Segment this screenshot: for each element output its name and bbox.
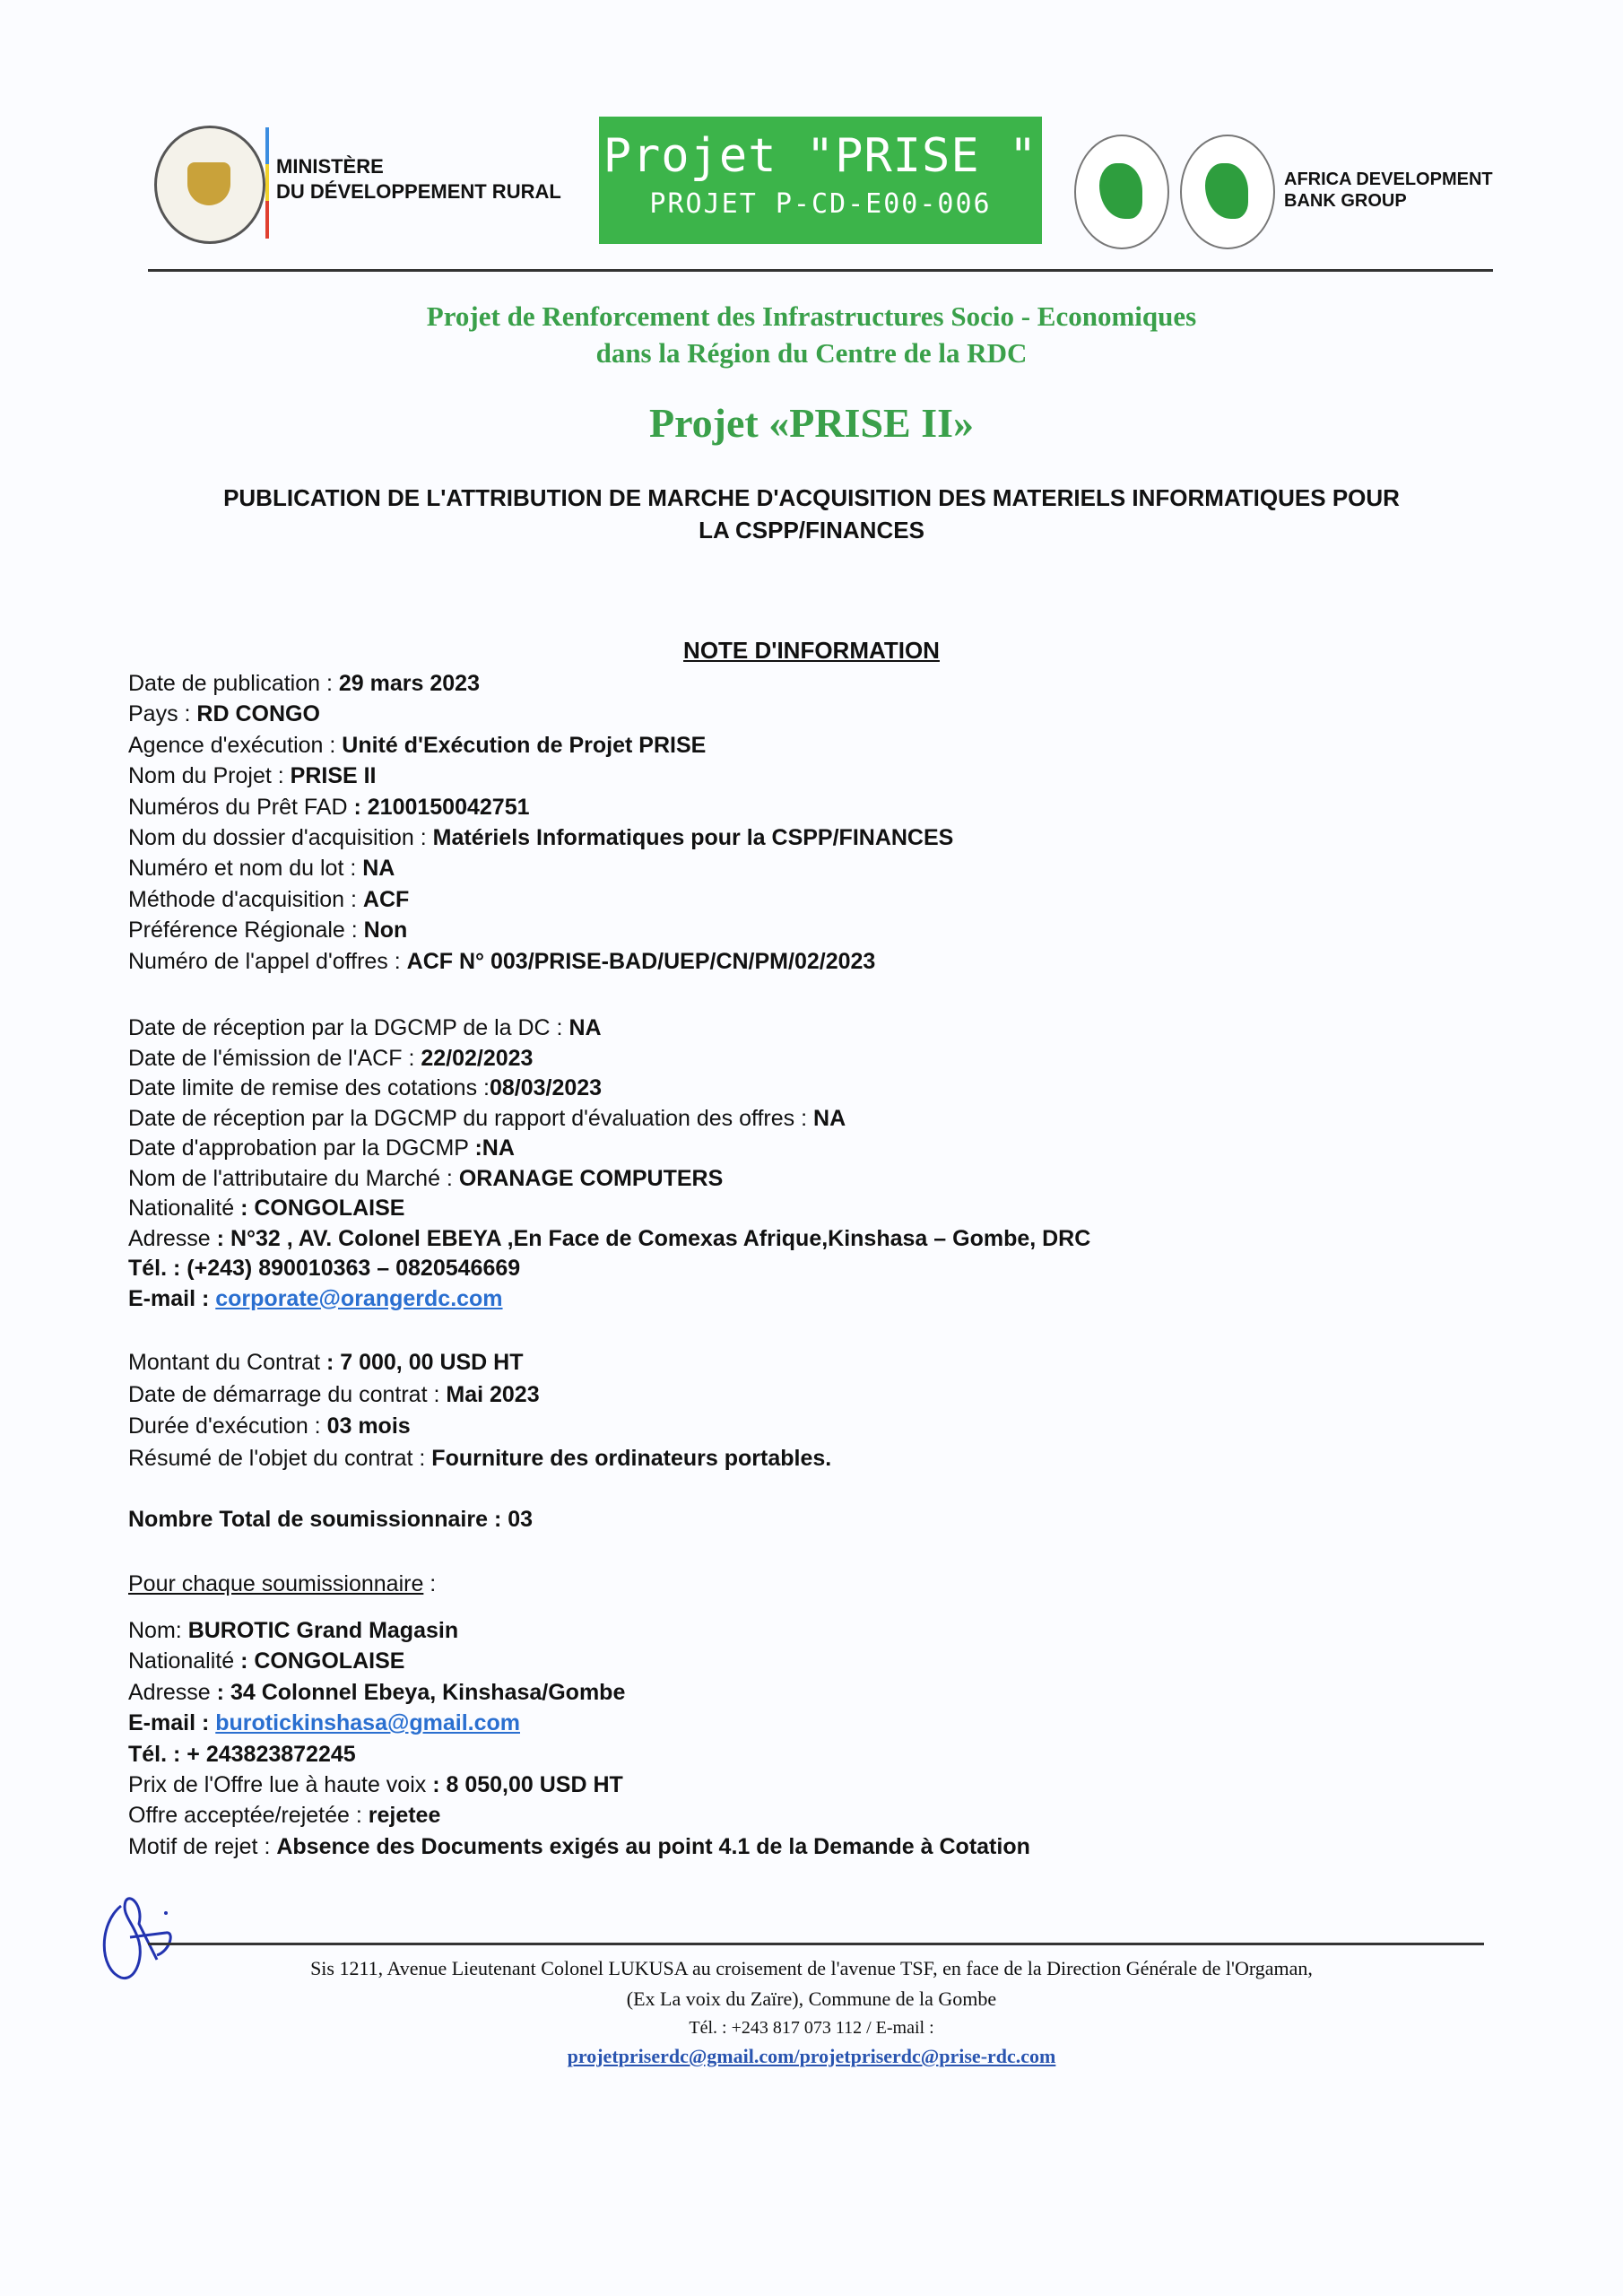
note-heading: NOTE D'INFORMATION	[683, 637, 940, 664]
field-label: Méthode d'acquisition :	[128, 886, 363, 912]
field-row	[128, 1615, 1030, 1646]
per-bidder-label: Pour chaque soumissionnaire	[128, 1571, 424, 1596]
field-row	[128, 915, 953, 945]
field-label: Préférence Régionale :	[128, 918, 364, 944]
field-label: Date de démarrage du contrat :	[128, 1381, 447, 1407]
field-label: Nom du dossier d'acquisition :	[128, 824, 433, 850]
field-row	[128, 822, 953, 853]
awardee-email-link[interactable]: corporate@orangerdc.com	[215, 1285, 503, 1311]
field-row	[128, 1347, 831, 1379]
field-value: NA	[362, 856, 395, 882]
per-bidder-colon: :	[423, 1571, 437, 1596]
field-label: Numéro de l'appel d'offres :	[128, 948, 407, 974]
adb-logo-icon	[1074, 135, 1169, 249]
field-value: : CONGOLAISE	[240, 1648, 405, 1674]
field-value: 03 mois	[326, 1413, 411, 1439]
field-row	[128, 1800, 1030, 1831]
field-row	[128, 1194, 1090, 1224]
field-label: Nationalité	[128, 1648, 241, 1674]
footer-email-link[interactable]: projetpriserdc@gmail.com/projetpriserdc@prise-rdc.com	[567, 2045, 1056, 2067]
footer-divider	[148, 1943, 1484, 1945]
project-full-name-line2: dans la Région du Centre de la RDC	[595, 337, 1028, 369]
awardee-details	[128, 1013, 1090, 1314]
field-label: Montant du Contrat	[128, 1350, 326, 1375]
field-value: : CONGOLAISE	[240, 1196, 405, 1221]
field-value: rejetee	[368, 1803, 441, 1829]
field-label: Adresse	[128, 1225, 217, 1251]
field-row	[128, 1104, 1090, 1135]
field-row	[128, 1164, 1090, 1195]
field-row	[128, 1044, 1090, 1074]
field-row	[128, 884, 953, 915]
field-label: Agence d'exécution :	[128, 732, 343, 758]
field-value: Absence des Documents exigés au point 4.1 de la Demande à Cotation	[276, 1833, 1030, 1859]
field-label: Date de réception par la DGCMP de la DC :	[128, 1015, 569, 1040]
footer-contact: Tél. : +243 817 073 112 / E-mail :	[689, 2018, 934, 2038]
field-row	[128, 1770, 1030, 1800]
ministry-name	[276, 154, 561, 204]
field-value: : 8 050,00 USD HT	[432, 1771, 623, 1797]
contract-details	[128, 1347, 831, 1475]
ministry-line1: MINISTÈRE	[276, 155, 384, 178]
field-row	[128, 1074, 1090, 1104]
field-label: Pays :	[128, 701, 197, 727]
field-label: Offre acceptée/rejetée :	[128, 1803, 369, 1829]
ministry-line2: DU DÉVELOPPEMENT RURAL	[276, 180, 561, 203]
field-label: Prix de l'Offre lue à haute voix	[128, 1771, 433, 1797]
field-value: ACF	[362, 886, 410, 912]
field-row	[128, 1224, 1090, 1255]
adb-line2: BANK GROUP	[1284, 191, 1407, 211]
adb-name	[1284, 169, 1493, 212]
field-label: Nationalité	[128, 1196, 241, 1221]
field-value: ORANAGE COMPUTERS	[458, 1165, 724, 1191]
field-label: Date de publication :	[128, 671, 339, 696]
field-row	[128, 1646, 1030, 1676]
field-row	[128, 1443, 831, 1475]
field-label: E-mail :	[128, 1710, 216, 1736]
field-value: Mai 2023	[446, 1381, 540, 1407]
project-full-name-line1: Projet de Renforcement des Infrastructures Socio - Economiques	[426, 300, 1197, 332]
field-value: : 7 000, 00 USD HT	[325, 1350, 524, 1375]
field-row	[128, 946, 953, 977]
field-value: Tél. : + 243823872245	[128, 1741, 356, 1767]
field-value: Tél. : (+243) 890010363 – 0820546669	[128, 1256, 521, 1281]
bidder-email-link[interactable]: burotickinshasa@gmail.com	[215, 1710, 520, 1736]
field-value: 29 mars 2023	[338, 671, 480, 696]
field-value: Fourniture des ordinateurs portables.	[431, 1446, 832, 1472]
field-label: Résumé de l'objet du contrat :	[128, 1446, 432, 1472]
field-value: PRISE II	[290, 763, 377, 789]
project-title: Projet «PRISE II»	[648, 400, 975, 446]
field-value: :NA	[474, 1135, 515, 1161]
field-row	[128, 761, 953, 791]
field-label: Date limite de remise des cotations :	[128, 1075, 490, 1100]
bidder-details	[128, 1615, 1030, 1862]
publication-heading-line1: PUBLICATION DE L'ATTRIBUTION DE MARCHE D'ACQUISITION DES MATERIELS INFORMATIQUES POUR	[223, 484, 1400, 511]
field-row	[128, 1739, 1030, 1770]
field-row	[128, 699, 953, 729]
field-value: 22/02/2023	[421, 1045, 534, 1071]
project-logo-code: PROJET P-CD-E00-006	[649, 188, 992, 220]
field-row	[128, 1831, 1030, 1862]
field-value: : N°32 , AV. Colonel EBEYA ,En Face de Comexas Afrique,Kinshasa – Gombe, DRC	[216, 1225, 1091, 1251]
total-bidders: Nombre Total de soumissionnaire : 03	[128, 1507, 534, 1532]
footer-email-wrap	[0, 2045, 1623, 2068]
field-label: Date d'approbation par la DGCMP	[128, 1135, 475, 1161]
field-row	[128, 792, 953, 822]
field-label: Nom du Projet :	[128, 763, 291, 789]
field-value: NA	[813, 1105, 846, 1131]
field-label: Date de l'émission de l'ACF :	[128, 1045, 421, 1071]
field-value: : 2100150042751	[353, 794, 530, 820]
field-row	[128, 1379, 831, 1412]
field-row	[128, 1284, 1090, 1315]
field-row	[128, 1677, 1030, 1708]
field-value: Matériels Informatiques pour la CSPP/FINANCES	[432, 824, 954, 850]
field-value: BUROTIC Grand Magasin	[187, 1618, 459, 1643]
publication-heading	[0, 482, 1623, 546]
field-label: Nom:	[128, 1618, 188, 1643]
field-value: Non	[363, 918, 408, 944]
field-label: Numéros du Prêt FAD	[128, 794, 354, 820]
field-label: Motif de rejet :	[128, 1833, 277, 1859]
adf-logo-icon	[1180, 135, 1275, 249]
field-value: NA	[568, 1015, 602, 1040]
field-row	[128, 668, 953, 699]
field-value: RD CONGO	[196, 701, 320, 727]
field-label: E-mail :	[128, 1285, 216, 1311]
award-details	[128, 668, 953, 977]
field-row	[128, 1013, 1090, 1044]
adb-line1: AFRICA DEVELOPMENT	[1284, 170, 1493, 189]
field-label: Adresse	[128, 1679, 217, 1705]
field-value: : 34 Colonnel Ebeya, Kinshasa/Gombe	[216, 1679, 626, 1705]
field-row	[128, 1708, 1030, 1738]
footer-address-line1: Sis 1211, Avenue Lieutenant Colonel LUKUSA au croisement de l'avenue TSF, en face de la Direction Générale de l'Orgaman,	[310, 1957, 1313, 1979]
project-prise-logo	[599, 117, 1042, 244]
field-label: Durée d'exécution :	[128, 1413, 327, 1439]
field-row	[128, 1411, 831, 1443]
field-label: Nom de l'attributaire du Marché :	[128, 1165, 459, 1191]
header-divider	[148, 269, 1493, 272]
field-row	[128, 1254, 1090, 1284]
drc-government-seal	[154, 126, 265, 244]
field-row	[128, 730, 953, 761]
per-bidder-heading	[128, 1569, 436, 1599]
publication-heading-line2: LA CSPP/FINANCES	[699, 517, 924, 544]
field-value: 08/03/2023	[489, 1075, 603, 1100]
flag-stripe	[265, 127, 269, 239]
project-logo-title: Projet "PRISE "	[603, 129, 1038, 183]
footer-address-line2: (Ex La voix du Zaïre), Commune de la Gombe	[626, 1987, 997, 2010]
field-label: Numéro et nom du lot :	[128, 856, 363, 882]
field-value: ACF N° 003/PRISE-BAD/UEP/CN/PM/02/2023	[406, 948, 876, 974]
field-row	[128, 1134, 1090, 1164]
field-row	[128, 853, 953, 883]
field-label: Date de réception par la DGCMP du rapport d'évaluation des offres :	[128, 1105, 814, 1131]
field-value: Unité d'Exécution de Projet PRISE	[342, 732, 707, 758]
